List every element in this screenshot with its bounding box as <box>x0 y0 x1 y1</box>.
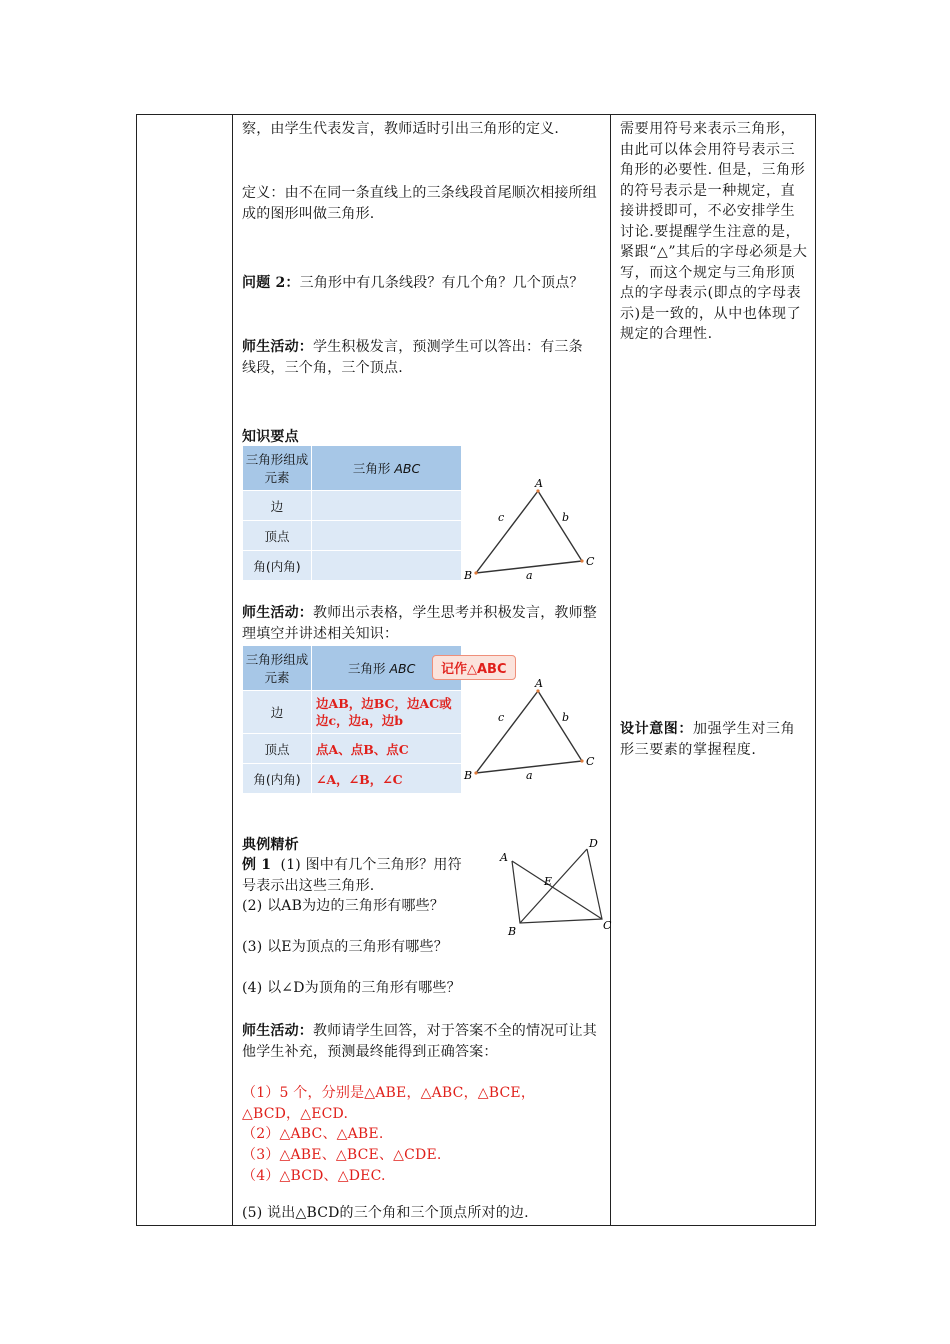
row-label-angle: 角(内角) <box>243 764 312 794</box>
triangle-figure-2 <box>462 677 602 785</box>
label-c: c <box>498 511 505 524</box>
table-header-triangle: 三角形 ABC <box>312 446 462 491</box>
notation-callout: 记作△ABC <box>432 655 516 680</box>
row-label-angle: 角(内角) <box>243 551 312 581</box>
example-heading: 典例精析 <box>242 837 299 853</box>
label-B: B <box>464 769 473 782</box>
activity-1: 师生活动：学生积极发言，预测学生可以答出：有三条线段，三个角，三个顶点. <box>242 339 583 376</box>
label-A: A <box>500 851 508 864</box>
table-header-elements: 三角形组成元素 <box>243 446 312 491</box>
intro-paragraph: 察，由学生代表发言，教师适时引出三角形的定义. <box>242 121 560 137</box>
answer-1: （1）5 个，分别是△ABE，△ABC，△BCE，△BCD，△ECD. <box>242 1085 536 1122</box>
row-label-vertex: 顶点 <box>243 521 312 551</box>
label-C: C <box>603 919 612 932</box>
question-5: (5) 说出△BCD的三个角和三个顶点所对的边. <box>242 1205 529 1221</box>
label-C: C <box>586 555 595 568</box>
triangle-figure-1 <box>462 477 602 585</box>
answer-4: （4）△BCD、△DEC. <box>242 1168 386 1184</box>
label-c: c <box>498 711 505 724</box>
table-header-elements: 三角形组成元素 <box>243 646 312 691</box>
cell-empty <box>312 521 462 551</box>
example-1-q1: 例 1 (1) 图中有几个三角形？用符号表示出这些三角形. <box>242 857 462 894</box>
activity-2: 师生活动：教师出示表格，学生思考并积极发言，教师整理填空并讲述相关知识： <box>242 605 597 642</box>
example-1-q2: (2) 以AB为边的三角形有哪些？ <box>242 898 445 914</box>
answer-angles: ∠A，∠B，∠C <box>312 764 462 794</box>
cell-empty <box>312 491 462 521</box>
question-2: 问题 2：三角形中有几条线段？有几个角？几个顶点？ <box>242 275 584 291</box>
label-A: A <box>535 477 543 490</box>
label-E: E <box>544 875 553 888</box>
example-figure <box>492 835 617 935</box>
row-label-vertex: 顶点 <box>243 734 312 764</box>
answer-vertices: 点A、点B、点C <box>312 734 462 764</box>
row-label-side: 边 <box>243 691 312 734</box>
example-1-q4: (4) 以∠D为顶角的三角形有哪些？ <box>242 980 461 996</box>
knowledge-table-empty <box>242 445 462 581</box>
label-b: b <box>562 711 570 724</box>
knowledge-heading: 知识要点 <box>242 429 299 445</box>
label-b: b <box>562 511 570 524</box>
lesson-table <box>136 114 816 1226</box>
label-C: C <box>586 755 595 768</box>
example-1-q3: (3) 以E为顶点的三角形有哪些？ <box>242 939 448 955</box>
answer-3: （3）△ABE、△BCE、△CDE. <box>242 1147 442 1163</box>
cell-empty <box>312 551 462 581</box>
label-D: D <box>589 837 598 850</box>
label-B: B <box>508 925 517 935</box>
definition-paragraph: 定义：由不在同一条直线上的三条线段首尾顺次相接所组成的图形叫做三角形. <box>242 185 597 222</box>
answer-2: （2）△ABC、△ABE. <box>242 1126 384 1142</box>
column-divider-1 <box>232 115 233 1225</box>
activity-3: 师生活动：教师请学生回答，对于答案不全的情况可让其他学生补充，预测最终能得到正确答案： <box>242 1023 597 1060</box>
label-a: a <box>526 769 533 782</box>
column-divider-2 <box>610 115 611 1225</box>
row-label-side: 边 <box>243 491 312 521</box>
note-paragraph: 需要用符号来表示三角形，由此可以体会用符号表示三角形的必要性. 但是，三角形的符号表示是一种规定，直接讲授即可，不必安排学生讨论.要提醒学生注意的是，紧跟“△”其后的字母必须是大写，而这个规定与三角形顶点的字母表示(即点的字母表示)是一致的，从中也体现了规定的合理性. <box>620 121 808 342</box>
label-B: B <box>464 569 473 582</box>
label-A: A <box>535 677 543 690</box>
table-header-triangle: 三角形 ABC <box>312 646 462 691</box>
design-intent: 设计意图：加强学生对三角形三要素的掌握程度. <box>620 721 796 758</box>
answer-sides: 边AB，边BC，边AC或边c，边a，边b <box>312 691 462 734</box>
label-a: a <box>526 569 533 582</box>
knowledge-table-filled <box>242 645 462 794</box>
